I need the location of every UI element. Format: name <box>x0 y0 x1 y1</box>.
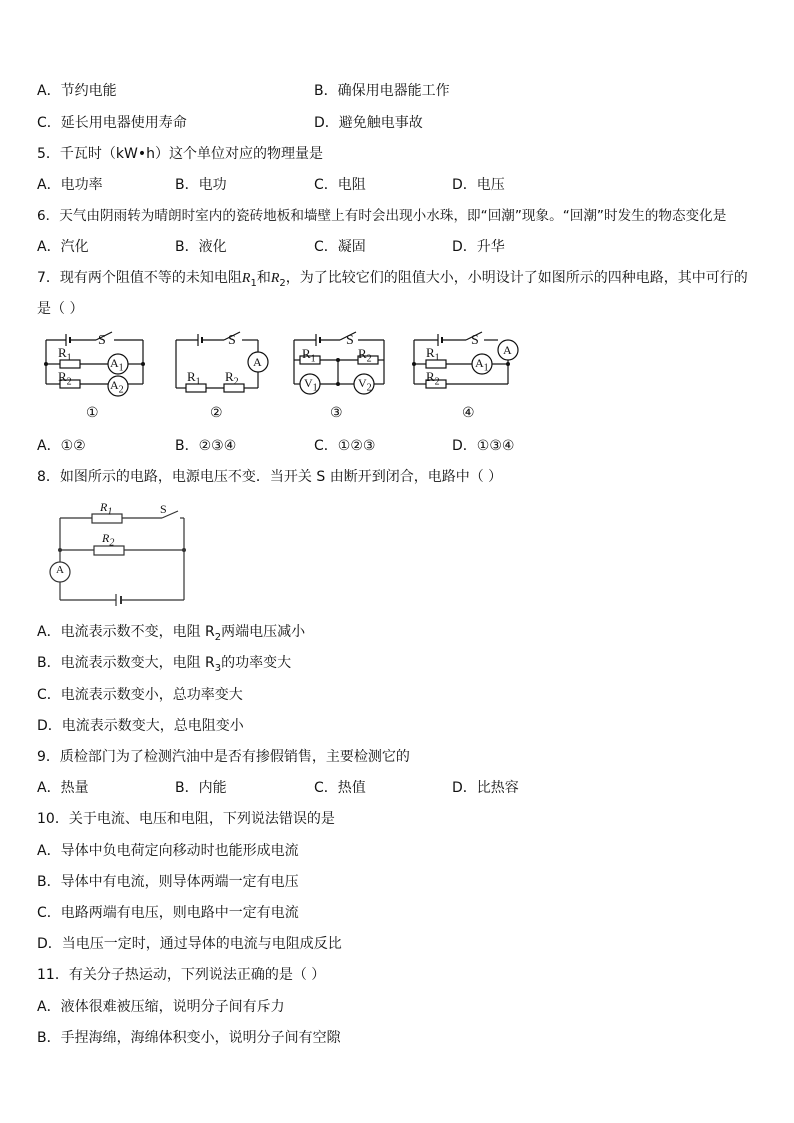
q10-stem: 10．关于电流、电压和电阻，下列说法错误的是 <box>37 811 335 827</box>
r-symbol: R <box>426 345 435 360</box>
circuit-1-a2-label <box>110 378 124 395</box>
option-text: A．电流表示数不变，电阻 R <box>37 624 215 640</box>
circuit-4-a1-label <box>475 356 489 373</box>
figure-label-1: ① <box>86 406 99 421</box>
q7-stem-part-b: ，为了比较它们的阻值大小，小明设计了如图所示的四种电路，其中可行的 <box>285 270 748 286</box>
q7-stem-line2: 是（ ） <box>37 301 84 317</box>
q4-option-d: D．避免触电事故 <box>314 115 423 131</box>
subscript: 2 <box>366 382 372 394</box>
q8-switch-label: S <box>160 502 167 516</box>
q7-stem-line1 <box>37 268 748 294</box>
circuit-4-r2-label <box>426 369 440 388</box>
q8-option-b <box>37 653 291 679</box>
v-symbol: V <box>358 376 367 390</box>
q8-ammeter-label: A <box>56 564 64 576</box>
option-text: B．电流表示数变大，电阻 R <box>37 655 215 671</box>
q5-stem: 5．千瓦时（kW•h）这个单位对应的物理量是 <box>37 146 323 162</box>
r-symbol: R <box>58 345 67 360</box>
q7-stem-and: 和 <box>256 270 271 286</box>
circuit-1-r2-label <box>58 369 72 388</box>
circuit-2-ammeter-label: A <box>253 355 262 369</box>
q9-option-a: A．热量 <box>37 780 89 796</box>
circuit-1-r1-label <box>58 345 72 364</box>
subscript: 1 <box>312 382 318 394</box>
subscript: 1 <box>195 376 201 388</box>
q7-option-b: B．②③④ <box>175 438 237 454</box>
q9-stem: 9．质检部门为了检测汽油中是否有掺假销售，主要检测它的 <box>37 749 410 765</box>
q7-r2-symbol: R <box>270 271 280 286</box>
v-symbol: V <box>304 376 313 390</box>
figure-label-3: ③ <box>330 406 343 421</box>
q7-option-d: D．①③④ <box>452 438 515 454</box>
r-symbol: R <box>58 369 67 384</box>
subscript: 2 <box>434 376 440 388</box>
q11-stem: 11．有关分子热运动，下列说法正确的是（ ） <box>37 967 326 983</box>
subscript: 1 <box>118 362 124 374</box>
subscript: 1 <box>66 352 72 364</box>
subscript: 1 <box>434 352 440 364</box>
q11-option-b: B．手捏海绵，海绵体积变小，说明分子间有空隙 <box>37 1030 341 1046</box>
subscript: 2 <box>109 537 115 549</box>
circuit-4-ammeter-label: A <box>503 343 512 357</box>
circuit-4-r1-label <box>426 345 440 364</box>
subscript: 2 <box>118 384 124 396</box>
q10-option-b: B．导体中有电流，则导体两端一定有电压 <box>37 874 299 890</box>
q4-option-b: B．确保用电器能工作 <box>314 83 450 99</box>
circuit-3-switch-label: S <box>346 333 354 348</box>
a-symbol: A <box>475 356 484 370</box>
subscript: 2 <box>214 631 222 643</box>
circuit-3-r1-label <box>302 346 316 365</box>
q7-option-c: C．①②③ <box>314 438 376 454</box>
a-symbol: A <box>110 378 119 392</box>
q8-r2-label <box>102 531 114 548</box>
q6-option-c: C．凝固 <box>314 239 366 255</box>
subscript: 2 <box>66 376 72 388</box>
q9-option-b: B．内能 <box>175 780 227 796</box>
subscript: 2 <box>233 376 239 388</box>
q5-option-c: C．电阻 <box>314 177 366 193</box>
r-symbol: R <box>302 346 311 361</box>
q4-option-c: C．延长用电器使用寿命 <box>37 115 187 131</box>
q10-option-a: A．导体中负电荷定向移动时也能形成电流 <box>37 843 299 859</box>
q8-option-a <box>37 622 305 648</box>
subscript: 3 <box>214 662 222 674</box>
r-symbol: R <box>225 369 234 384</box>
circuit-3-r2-label <box>358 346 372 365</box>
circuit-2-r1-label <box>187 369 201 388</box>
subscript: 1 <box>483 362 489 374</box>
q6-option-d: D．升华 <box>452 239 505 255</box>
q7-option-a: A．①② <box>37 438 86 454</box>
q4-option-a: A．节约电能 <box>37 83 117 99</box>
q8-r1-label <box>100 500 112 517</box>
q5-option-b: B．电功 <box>175 177 227 193</box>
circuit-1-a1-label <box>110 356 124 373</box>
q6-stem: 6．天气由阴雨转为晴朗时室内的瓷砖地板和墙壁上有时会出现小水珠，即“回潮”现象。“回潮”时发生的物态变化是 <box>37 208 727 224</box>
circuit-3-v2-label <box>358 376 372 393</box>
q9-option-c: C．热值 <box>314 780 366 796</box>
r-symbol: R <box>426 369 435 384</box>
r-symbol: R <box>102 531 110 545</box>
option-text-end: 两端电压减小 <box>221 624 306 640</box>
q7-stem-part-a: 7．现有两个阻值不等的未知电阻 <box>37 270 242 286</box>
q10-option-d: D．当电压一定时，通过导体的电流与电阻成反比 <box>37 936 342 952</box>
r-symbol: R <box>358 346 367 361</box>
q7-r2-subscript: 2 <box>279 277 286 289</box>
a-symbol: A <box>110 356 119 370</box>
circuit-1-switch-label: S <box>98 333 106 348</box>
q8-option-d: D．电流表示数变大，总电阻变小 <box>37 718 244 734</box>
option-text-end: 的功率变大 <box>221 655 292 671</box>
circuit-4-switch-label: S <box>471 333 479 348</box>
q8-option-c: C．电流表示数变小，总功率变大 <box>37 687 243 703</box>
figure-label-2: ② <box>210 406 223 421</box>
subscript: 2 <box>366 353 372 365</box>
figure-label-4: ④ <box>462 406 475 421</box>
q6-option-b: B．液化 <box>175 239 227 255</box>
q7-r1-subscript: 1 <box>250 277 257 289</box>
circuit-2-switch-label: S <box>228 333 236 348</box>
circuit-3-v1-label <box>304 376 318 393</box>
q8-circuit-figure <box>44 500 204 610</box>
q5-option-a: A．电功率 <box>37 177 103 193</box>
circuit-2-r2-label <box>225 369 239 388</box>
q7-r1-symbol: R <box>241 271 251 286</box>
q9-option-d: D．比热容 <box>452 780 519 796</box>
subscript: 1 <box>310 353 316 365</box>
r-symbol: R <box>187 369 196 384</box>
q6-option-a: A．汽化 <box>37 239 89 255</box>
r-symbol: R <box>100 500 108 514</box>
q5-option-d: D．电压 <box>452 177 505 193</box>
q8-stem: 8．如图所示的电路，电源电压不变．当开关 S 由断开到闭合，电路中（ ） <box>37 469 503 485</box>
q10-option-c: C．电路两端有电压，则电路中一定有电流 <box>37 905 299 921</box>
q11-option-a: A．液体很难被压缩，说明分子间有斥力 <box>37 999 285 1015</box>
subscript: 1 <box>107 506 113 518</box>
